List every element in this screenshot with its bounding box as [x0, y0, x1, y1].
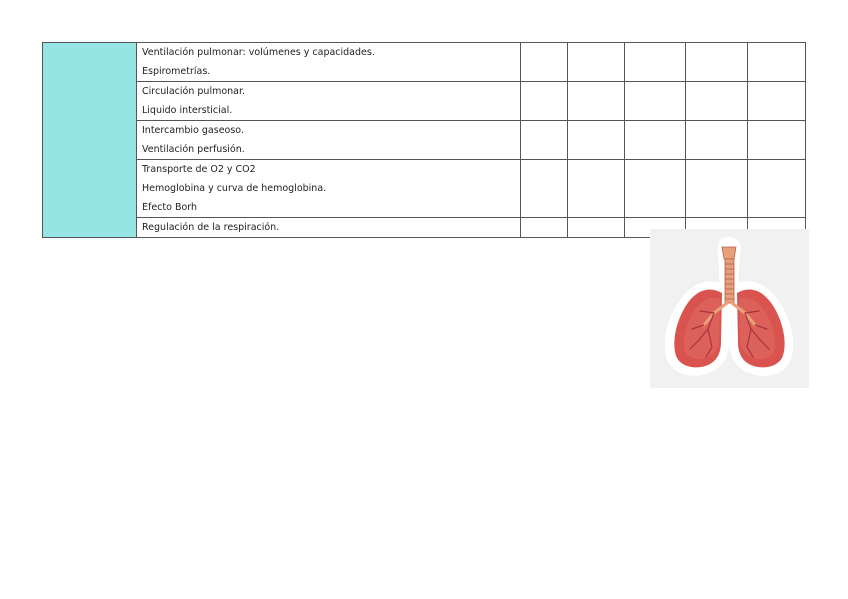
blank-cell — [521, 218, 568, 238]
blank-cell — [625, 43, 686, 82]
topic-line: Circulación pulmonar. — [142, 86, 246, 97]
blank-cell — [748, 82, 806, 121]
blank-cell — [625, 82, 686, 121]
blank-cell — [748, 160, 806, 218]
blank-cell — [686, 160, 748, 218]
blank-cell — [568, 218, 625, 238]
lungs-image — [650, 229, 809, 388]
topic-line: Transporte de O2 y CO2 — [142, 164, 256, 175]
table-row — [43, 43, 806, 82]
topic-cell — [137, 121, 521, 160]
topic-cell — [137, 218, 521, 238]
topic-cell — [137, 43, 521, 82]
table-row — [43, 82, 806, 121]
topic-line: Regulación de la respiración. — [142, 222, 280, 233]
blank-cell — [686, 82, 748, 121]
blank-cell — [686, 121, 748, 160]
teal-label-cell — [43, 43, 137, 238]
blank-cell — [521, 160, 568, 218]
topic-line: Hemoglobina y curva de hemoglobina. — [142, 183, 327, 194]
table-row — [43, 160, 806, 218]
topics-table — [42, 42, 806, 238]
topic-line: Espirometrías. — [142, 66, 211, 77]
blank-cell — [625, 160, 686, 218]
blank-cell — [521, 121, 568, 160]
topic-line: Liquido intersticial. — [142, 105, 233, 116]
blank-cell — [568, 43, 625, 82]
lungs-illustration-icon — [650, 229, 809, 388]
topic-line: Intercambio gaseoso. — [142, 125, 244, 136]
blank-cell — [521, 82, 568, 121]
blank-cell — [625, 121, 686, 160]
blank-cell — [686, 43, 748, 82]
topic-line: Ventilación pulmonar: volúmenes y capacidades. — [142, 47, 375, 58]
blank-cell — [748, 43, 806, 82]
blank-cell — [568, 160, 625, 218]
blank-cell — [568, 82, 625, 121]
table-row — [43, 121, 806, 160]
topic-line: Efecto Borh — [142, 202, 198, 213]
blank-cell — [568, 121, 625, 160]
blank-cell — [748, 121, 806, 160]
topic-cell — [137, 82, 521, 121]
topic-line: Ventilación perfusión. — [142, 144, 245, 155]
blank-cell — [521, 43, 568, 82]
topic-cell — [137, 160, 521, 218]
